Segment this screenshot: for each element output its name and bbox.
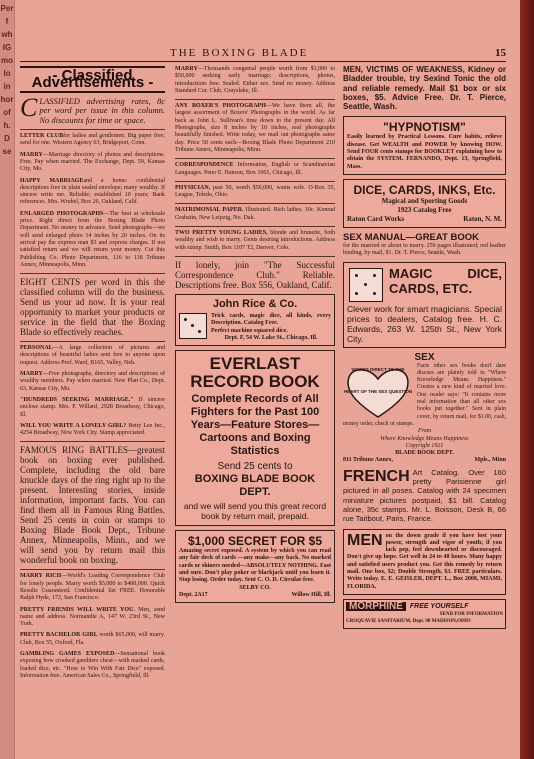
eight-cents-notice: EIGHT CENTS per word in this the classified column will do the business. Send us your ad now. It is your real opportunity to market your products or service in the field that the Boxing Blade so effectively reaches. [20,277,165,338]
ad-head: MARRY RICH [20,573,62,580]
sex-manual-ad [343,232,506,258]
heart-banner: WORDS DIRECT TO THE [351,366,405,372]
magic-dice-ad [343,262,506,348]
sex-book-copyright: Copyright 1921 [405,442,444,449]
ad-text: Betty Lee Inc., 4254 Broadway, New York City. Stamp appreciated. [20,422,165,437]
john-rice-sub: Perfect machine squared dice. [211,327,288,334]
sex-manual-text: for the married or about to marry. 250 pages illustrated; red leather binding, by mail, $1. Dr. T. Pierce, Seattle, Wash. [343,242,506,257]
margin-fragment: mo [1,56,13,65]
classified-ad [175,230,335,252]
margin-fragment: in [3,82,11,91]
dice-cards-ad [343,179,506,228]
heart-word: HEART OF THE SEX QUESTION [343,388,413,394]
john-rice-address: Dept. F, 54 W. Lake St., Chicago, Ill. [224,334,318,341]
ad-head: MARRY [20,371,43,378]
classified-ad [175,103,335,154]
divider [20,341,165,342]
ad-head: MATRIMONIAL PAPER. [175,207,244,214]
french-text: Art Catalog. Over 160 pretty Parisienne girl pictured in all poses. Catalog with 24 specimen miniature pictures postpaid, $1 bill. Catalog alone, 35c stamps. Mr. L. Boisson, Desk B, 66 rue Taitbout, Paris, France. [343,467,506,524]
secret-text: Amazing secret exposed. A system by which you can read any fair deck of cards —any make—any back. No marked cards or shiners needed—ABSOLUTELY NOTHING. Fast and sure. Don't play poker or blackjack until you learn it. Stop losing. Order today. Sent C. O. D. Circular free. [179,548,331,584]
everlast-dept: BOXING BLADE BOOK DEPT. [194,473,316,499]
divider [20,441,165,442]
margin-fragment: Per [0,4,14,13]
ad-head: PRETTY BACHELOR GIRL [20,632,98,639]
ad-text: Men, send name and address. Normandie A, 147 W. 23rd St., New York. [20,606,165,628]
dice-icon [179,313,207,339]
sex-book-ad [343,352,506,465]
classified-intro [20,92,165,126]
sex-book-title: Where Knowledge Means Happiness [380,435,469,442]
secret-ad [175,530,335,603]
sex-book-from: From [417,428,432,435]
everlast-offer: and we will send you this great record book by return mail, prepaid. [183,501,327,522]
running-header [20,47,506,62]
classified-ad [20,651,165,680]
john-rice-ad [175,294,335,346]
secret-name: SELBY CO. [239,584,271,591]
margin-fragment: of [3,108,11,117]
secret-city: Willow Hill, Ill. [291,591,331,598]
magazine-title: THE BOXING BLADE [170,47,309,59]
ad-text: If sincere enclose stamp. Mrs. F. Willard, 2928 Broadway, Chicago, Ill. [20,396,165,418]
classified-ad [20,397,165,419]
ad-head: PERSONAL [20,345,53,352]
ad-head: LETTER CLUB [20,133,64,140]
classified-ad [20,345,165,367]
margin-fragment: wh [1,30,13,39]
ad-head: "HUNDREDS SEEKING MARRIAGE." [20,396,134,403]
dice-icon [349,268,383,302]
sex-manual-head: SEX MANUAL—GREAT BOOK [343,231,479,243]
dice-cards-sub: Magical and Sporting Goods [381,196,468,205]
everlast-desc: Complete Records of All Fighters for the Past 100 Years—Feature Stores—Cartoons and Boxing Statistics [190,393,320,458]
classified-ad [20,152,165,174]
classified-ad [175,162,335,177]
ad-text: —Free photographs, directory and descriptions of wealthy members. Pay when married. New Plan Co., Dept. 63, Kansas City, Mo. [20,371,165,392]
divider [175,158,335,159]
sex-book-text: Facts other sex books don't dare discuss are plainly told in "Where Knowledge Means Happiness." Creates a new kind of married love. One reader says: "It contains more real information than all other sex books put together." Sent in plain cover, by return mail, for $1.00, cash, money order, check or stamps. [343,362,506,427]
heart-icon [343,363,413,421]
margin-fragment: f [5,17,9,26]
margin-fragment: D [4,134,10,143]
dice-cards-company: Raton Card Works [347,214,405,223]
ad-head: CORRESPONDENCE [175,162,234,169]
men-victims-text: MEN, VICTIMS OF WEAKNESS, Kidney or Bladder trouble, try Sexind Tonic the old and reliable remedy. Mail $1 box or six boxes, $5. Advice Free. Dr. T. Pierce, Seattle, Wash. [343,65,506,112]
everlast-title: EVERLAST [209,354,301,374]
divider [175,203,335,204]
ad-text: past 50, worth $50,000, wants wife. O-Box 35, League, Toledo, Ohio. [175,184,335,199]
sex-book-head: SEX [414,351,435,363]
secret-head: $1,000 SECRET FOR $5 [187,534,323,549]
classified-ad [175,207,335,222]
dice-cards-catalog: 1923 Catalog Free [397,205,452,214]
classified-ad [20,371,165,393]
successful-correspondence-ad: If lonely, join "The Successful Correspondence Club." Reliable. Descriptions free. Box 556, Oakland, Calif. [175,259,335,290]
blade-book-dept: BLADE BOOK DEPT. [395,450,454,457]
ad-head: ENLARGED PHOTOGRAPHS [20,210,104,217]
blade-book-address: 811 Tribune Annex, [343,457,393,464]
margin-fragment: lo [3,69,11,78]
dice-cards-footer [347,215,502,224]
ad-head: PHYSICIAN, [175,184,211,191]
ad-text: —Sensational book exposing how crooked gamblers cheat—with marked cards, loaded dice, etc. "How to Win With Fair Dice" exposed. Information free. American Sales Co., Springfield, Ill. [20,651,166,679]
divider [20,129,165,130]
margin-fragment: hor [0,95,14,104]
ad-head: TWO PRETTY YOUNG LADIES, [175,230,268,237]
middle-column [175,66,335,607]
hypnotism-ad [343,116,506,174]
men-remedy-text: on the down grade if you have lost your power, strength and vigor of youth; if you lack pep, feel downhearted or discouraged. Don't give up hope. Get well in 24 to 48 hours. Many happy and satisfied users product you. Get this remedy by return mail. One box, $2; Double Strength, $3. FREE particulars. Write today. E. E. GEISLER, DEPT. L., Box 2008, MIAMI, FLORIDA. [347,532,502,590]
blade-book-footer [343,457,506,464]
famous-ring-battles-ad: FAMOUS RING BATTLES—greatest book on boxing ever published. Complete, including the old bare knuckle days of the ring right up to the present. Interesting stories, inside information, important facts. You can find them all in Famous Ring Battles. Send 25 cents in coin or stamps to Boxing Blade Book Dept., Tribune Annex, Minneapolis, Minn., and we will send you by return mail this wonderful book on boxing. [20,445,165,566]
ad-text: blonde and brunette, both wealthy and wish to marry. Gents desiring introductions. Address with stamp. Smith, Box 1107 T2, Denver, Colo. [175,230,335,251]
ad-text: Illustrated. Rich ladies. 10c. Konrad Grabatin, New Leipzig, No. Dak. [175,207,336,221]
classified-ad [175,185,335,200]
dice-cards-head: DICE, CARDS, INKS, Etc. [353,182,496,197]
ad-text: —World's Leading Correspondence Club for lonely people. Marry worth $5,000 to $400,000. Quick Results Guaranteed. Confidential list FREE. Honorable Ralph Hyde, 172, San Francisco. [20,573,165,602]
binding-edge [520,0,534,759]
ad-text: Information, English or Scandinavian Languages. Peter E. Hanson, Box 1065, Chicago, Ill. [175,162,335,176]
right-column [343,66,506,633]
margin-fragment: IG [2,43,12,52]
ad-text: —The best at wholesale price. Right direct from the Boxing Blade Photo Department. No money in advance. Send photographs—we will send enlarged photo 14 inches by 20 inches. On its arrival pay the express man $3 and express charges. If not satisfied return and we will return your money. Cut this Publishing Co. Photo Department, 116 to 118 Tribune Annex, Minneapolis, Minn. [20,210,165,268]
margin-fragment: se [2,147,12,156]
morphine-sub: SEND FOR INFORMATION [439,612,503,618]
everlast-send: Send 25 cents to [217,461,293,473]
john-rice-name: John Rice & Co. [212,297,298,310]
divider [20,569,165,570]
dice-cards-city: Raton, N. M. [463,214,502,223]
secret-footer [179,592,331,599]
hypnotism-text: Easily learned by Practical Lessons. Cure habits, relieve disease. Get WEALTH and POWER by knowing HOW. Send FOUR cents stamps for BOOKLET explaining how to obtain the SYSTEM. FERNANDO, Dept. 13, Springfield, Mass. [347,134,502,170]
morphine-top [346,602,503,611]
classified-ad [20,178,165,207]
previous-page-edge [0,0,15,759]
men-remedy-ad [343,529,506,595]
divider [175,226,335,227]
margin-fragment: h. [3,121,11,130]
divider [20,273,165,274]
john-rice-text: Trick cards, magic dice, all kinds, every Description. Catalog Free. [211,312,331,327]
morphine-ad [343,599,506,629]
everlast-subtitle: RECORD BOOK [190,372,320,392]
classified-ad [20,632,165,647]
everlast-record-ad [175,350,335,526]
classified-ad [20,133,165,148]
magic-dice-text: Clever work for smart magicians. Special prices to dealers, Catalog free. H. C. Edwards, 263 W. 125th St., New York City. [347,303,502,344]
left-column [20,66,165,684]
ad-text: for ladies and gentlemen. Big paper free; send for one. Western Agency 63, Bridgeport, Conn. [20,133,165,147]
ad-text: and a home: confidential descriptions free in plain sealed envelope; many wealthy. If sincere write me. Reliable; established 10 years; Bank references. Mrs. Wrubel, Box 26, Oakland, Calif. [20,177,165,206]
classified-ad [20,573,165,602]
ad-head: PRETTY FRIENDS WILL WRITE YOU. [20,606,135,613]
hypnotism-head: "HYPNOTISM" [383,120,466,135]
ad-head: WILL YOU WRITE A LONELY GIRL? [20,422,127,429]
divider [175,256,335,257]
ad-head: MARRY [175,66,198,72]
ad-text: —Marriage directory of photos and descriptions. Free. Pay when married. The Exchange, Dept. 59, Kansas City, Mo. [20,151,165,173]
ad-text: —A large collection of pictures and descriptions of beautiful ladies sent free to anyone upon request. Address Prof. Ward, B165, Valley, Neb. [20,345,165,366]
ad-text: —We have them all, the largest assortment of Boxers' Photographs in the world. As far back as John L. Sullivan's time down to the present day. All Photographs, size 8 inches by 10 inches, real photographs beautifully finished. Write today, we mail out photographs same day. Price 50 cents each—Boxing Blade Photo Department 210 Tribune Annex, Minneapolis, Minn. [175,103,336,153]
classified-ad [20,607,165,629]
divider [175,181,335,182]
men-remedy-head: MEN [347,531,383,549]
ad-text: —Thousands congenial people worth from $1,000 to $50,000 seeking early marriage; descriptions, photos, introductions free. Sealed. Either sex. Send no money. Address Standard Cor. Club, Grayslake, Ill. [175,66,335,94]
ad-head: ANY BOXER'S PHOTOGRAPH [175,103,266,110]
intro-text: LASSIFIED advertising rates, 8c per word per issue in this column. No discounts for time or space. [39,95,165,125]
ad-text: worth $65,000, will marry. Club, Box 55, Oxford, Fla. [20,632,165,646]
ad-head: MARRY [20,151,43,158]
page-number: 15 [495,47,506,59]
morphine-head: MORPHINE [346,602,406,611]
blade-book-city: Mpls., Minn [474,457,506,464]
ad-head: GAMBLING GAMES EXPOSED [20,651,115,658]
morphine-address: CROQUAVIE SANITARIUM, Dept. 90 MADISON,OHIO [346,619,471,625]
morphine-tag: FREE YOURSELF [409,602,469,610]
magic-dice-head: MAGIC DICE, CARDS, ETC. [389,265,502,296]
divider [175,99,335,100]
secret-dept: Dept. 2A17 [179,591,208,598]
drop-cap: C [20,92,38,122]
french-ad [343,469,506,525]
ad-head: HAPPY MARRIAGE [20,177,84,184]
classified-ad [20,211,165,269]
classified-ad [175,66,335,95]
french-head: FRENCH [343,467,410,485]
men-victims-ad [343,66,506,112]
classified-title: - Classified Advertisements - [20,66,165,93]
classified-ad [20,423,165,438]
